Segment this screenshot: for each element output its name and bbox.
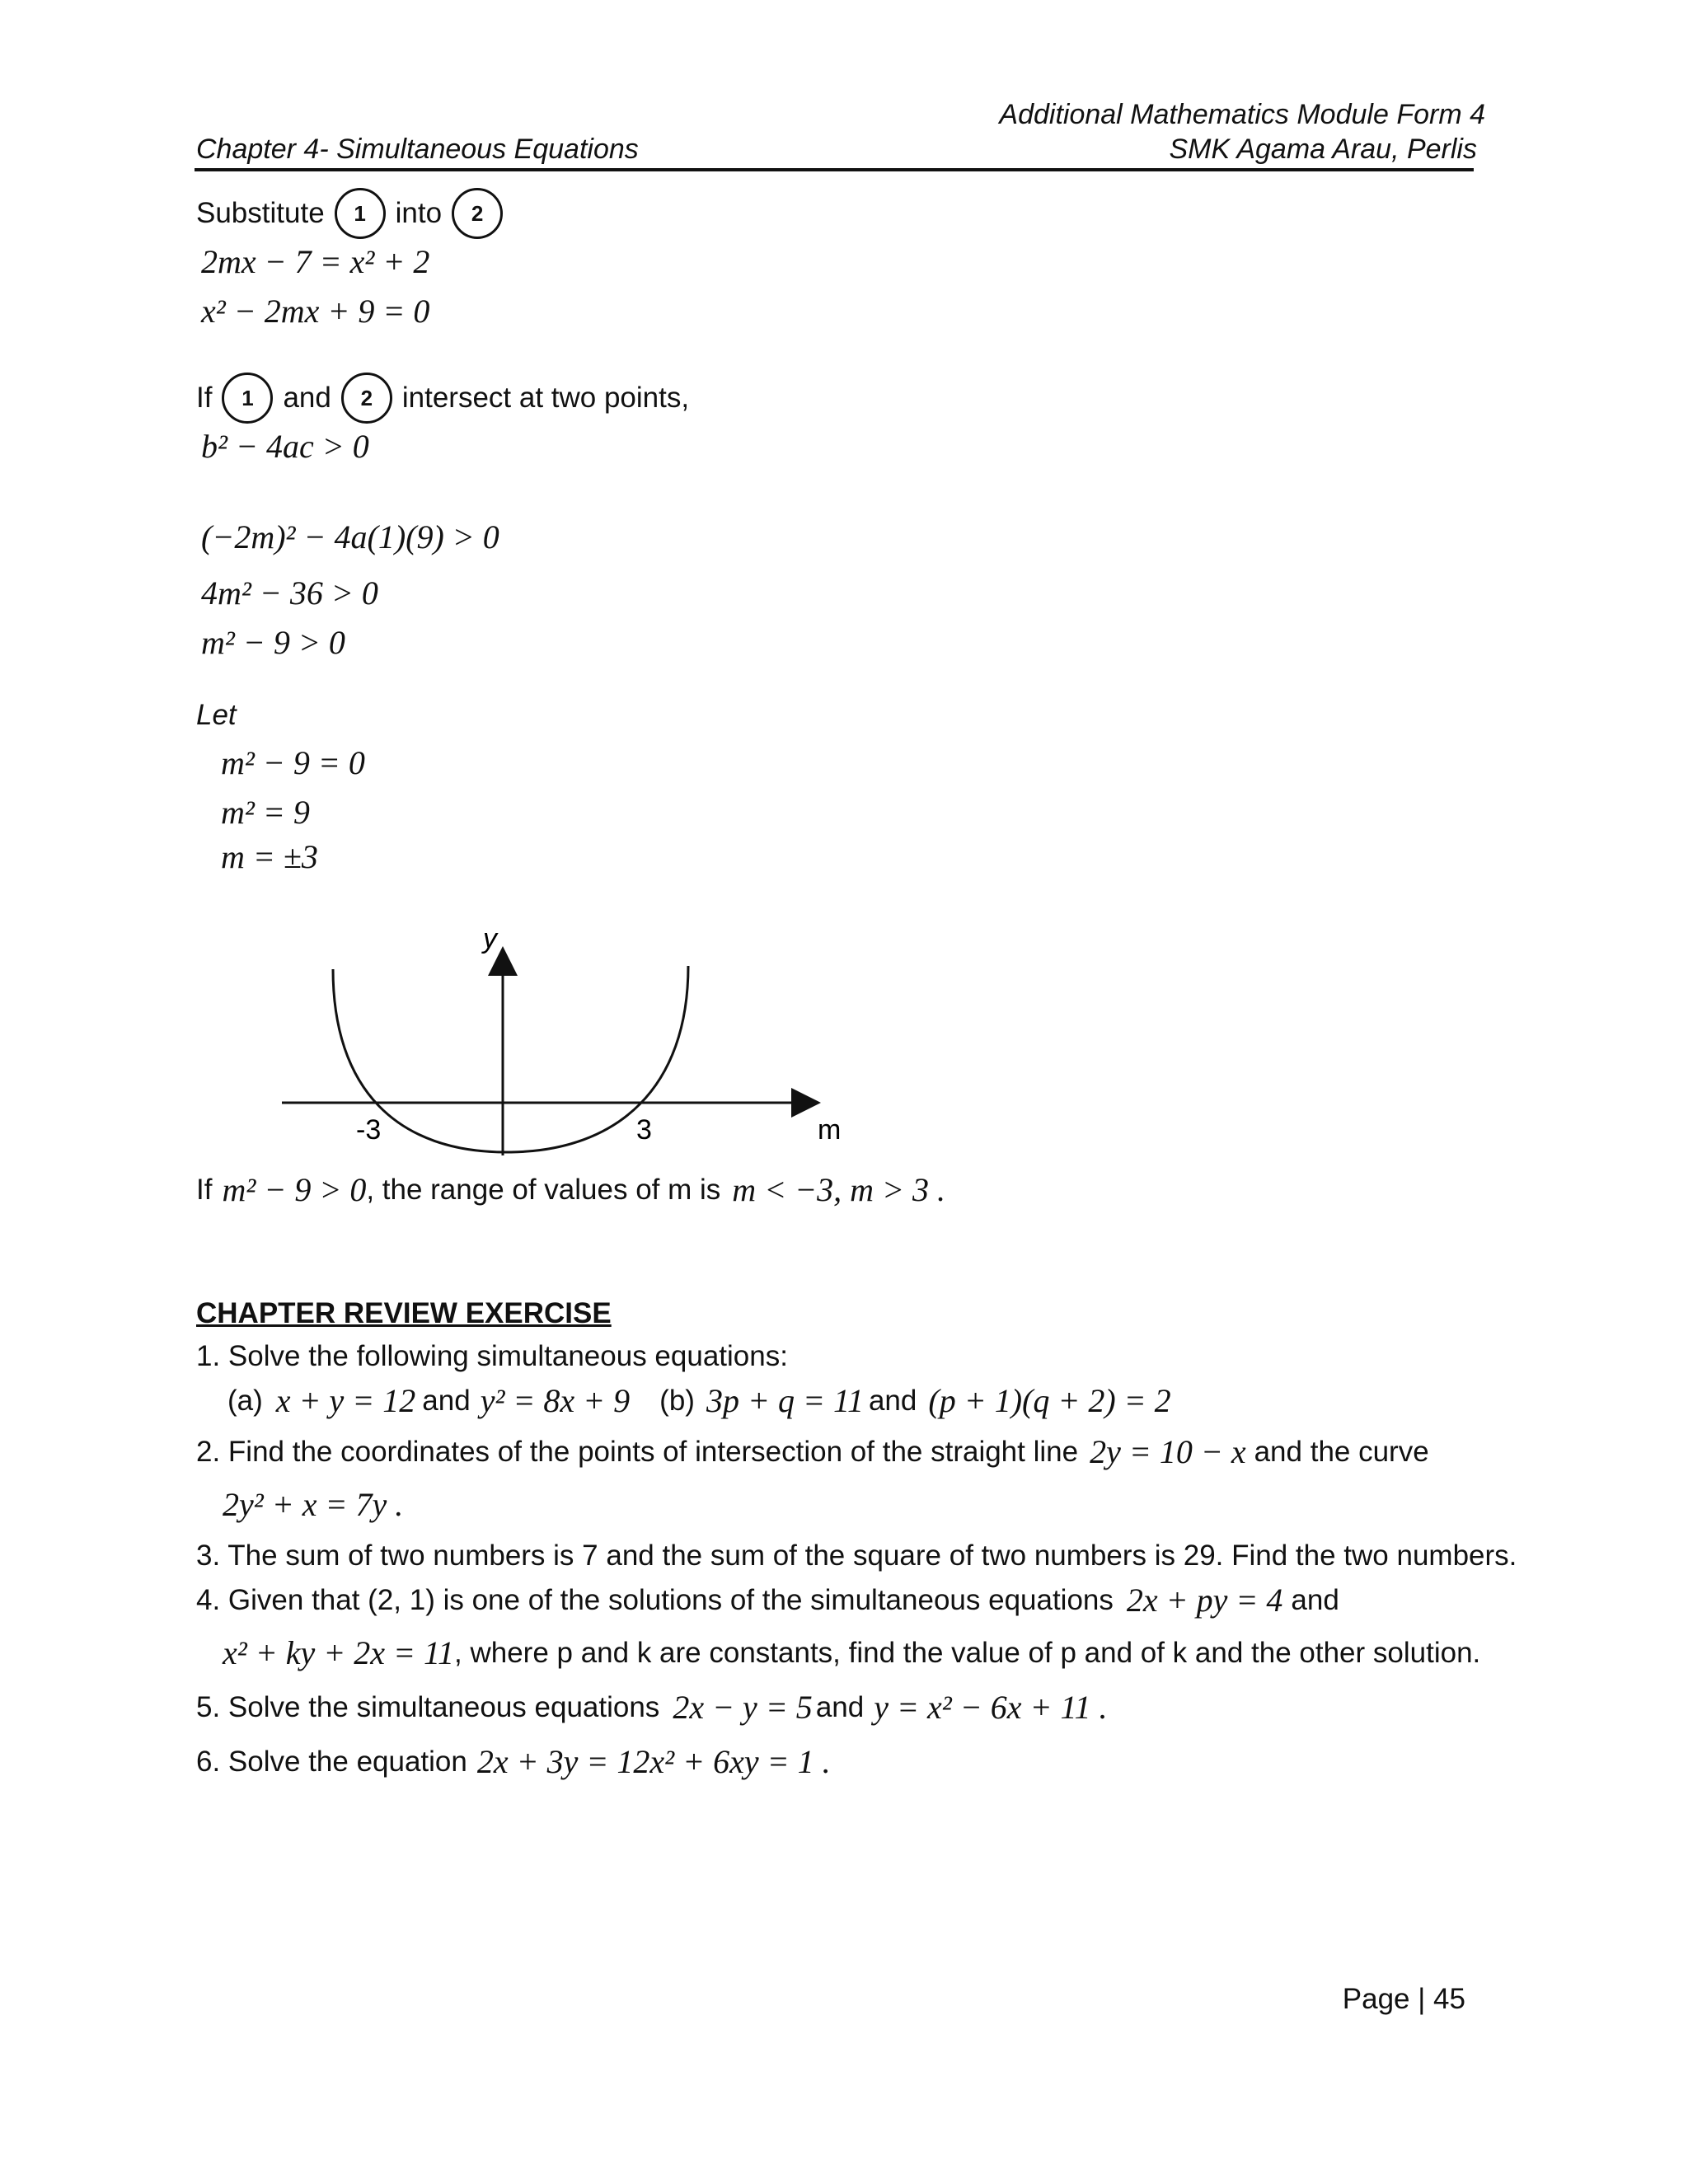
substitute-word: Substitute	[196, 197, 325, 229]
equation-marker-1: 1	[222, 373, 273, 424]
parabola-sketch	[272, 923, 898, 1170]
chapter-title: Chapter 4- Simultaneous Equations	[196, 134, 639, 165]
question-3: 3. The sum of two numbers is 7 and the sum of the square of two numbers is 29. Find the two numbers.	[196, 1540, 1517, 1572]
conclusion-answer: m < −3, m > 3 .	[732, 1171, 946, 1208]
q1b-label: (b)	[659, 1384, 695, 1417]
q1a-label: (a)	[227, 1384, 263, 1417]
question-5	[196, 1688, 1107, 1727]
module-title: Additional Mathematics Module Form 4	[999, 99, 1485, 130]
page-number: Page | 45	[1342, 1983, 1465, 2015]
let-line-2: m² = 9	[221, 794, 310, 831]
substitute-line	[196, 188, 513, 239]
into-word: into	[395, 197, 443, 229]
question-1: 1. Solve the following simultaneous equations:	[196, 1340, 788, 1372]
equation-marker-2: 2	[452, 188, 503, 239]
equation-marker-1: 1	[335, 188, 386, 239]
calc-line-2: 4m² − 36 > 0	[201, 574, 378, 612]
y-axis-label: y	[483, 923, 497, 954]
tick-label-neg3: -3	[356, 1114, 382, 1146]
header-rule	[195, 168, 1474, 171]
q4-and: and	[1291, 1583, 1339, 1616]
q1b-and: and	[868, 1384, 917, 1417]
q2-line: 2y = 10 − x	[1090, 1433, 1246, 1470]
q4-eq1: 2x + py = 4	[1126, 1582, 1283, 1619]
exercise-heading: CHAPTER REVIEW EXERCISE	[196, 1297, 612, 1329]
conclusion-prefix: If	[196, 1173, 213, 1206]
intersect-text: intersect at two points,	[401, 382, 690, 414]
question-2	[196, 1432, 1429, 1471]
conclusion-text: , the range of values of m is	[366, 1173, 721, 1206]
q6-text: 6. Solve the equation	[196, 1745, 467, 1778]
let-line-3: m = ±3	[221, 838, 318, 875]
q5-eq2: y = x² − 6x + 11 .	[874, 1689, 1108, 1726]
q2-text: 2. Find the coordinates of the points of intersection of the straight line	[196, 1435, 1079, 1468]
if-word: If	[196, 382, 213, 414]
m-axis-label: m	[818, 1114, 842, 1146]
q1a-and: and	[422, 1384, 471, 1417]
let-word: Let	[196, 699, 237, 731]
q5-and: and	[815, 1690, 865, 1723]
calc-line-3: m² − 9 > 0	[201, 624, 345, 661]
discriminant-condition: b² − 4ac > 0	[201, 428, 369, 465]
and-word: and	[283, 382, 331, 414]
q6-eq: 2x + 3y = 12x² + 6xy = 1 .	[476, 1743, 831, 1780]
working-line-2: x² − 2mx + 9 = 0	[201, 293, 430, 330]
q1b-eq2: (p + 1)(q + 2) = 2	[928, 1382, 1171, 1419]
working-line-1: 2mx − 7 = x² + 2	[201, 243, 430, 280]
equation-marker-2: 2	[341, 373, 392, 424]
question-1-parts	[227, 1381, 1171, 1420]
q1a-eq2: y² = 8x + 9	[480, 1382, 631, 1419]
tick-label-3: 3	[636, 1114, 652, 1146]
q2-and: and the curve	[1254, 1435, 1429, 1468]
question-4	[196, 1581, 1339, 1619]
q1a-eq1: x + y = 12	[275, 1382, 416, 1419]
q1b-eq1: 3p + q = 11	[706, 1382, 864, 1419]
calc-line-1: (−2m)² − 4a(1)(9) > 0	[201, 518, 499, 555]
question-6	[196, 1742, 831, 1781]
conclusion-inequality: m² − 9 > 0	[222, 1171, 367, 1208]
q2-curve: 2y² + x = 7y .	[223, 1486, 404, 1523]
q5-text: 5. Solve the simultaneous equations	[196, 1690, 660, 1723]
intersect-line	[196, 373, 689, 424]
q5-eq1: 2x − y = 5	[673, 1689, 813, 1726]
q4-eq2: x² + ky + 2x = 11	[223, 1634, 455, 1671]
q4-rest: , where p and k are constants, find the value of p and of k and the other solution.	[454, 1636, 1481, 1669]
question-4-cont	[223, 1633, 1480, 1672]
parabola-curve	[333, 966, 688, 1152]
conclusion-line	[196, 1170, 945, 1209]
let-line-1: m² − 9 = 0	[221, 744, 365, 781]
school-name: SMK Agama Arau, Perlis	[1169, 134, 1477, 165]
q4-text: 4. Given that (2, 1) is one of the solutions of the simultaneous equations	[196, 1583, 1114, 1616]
